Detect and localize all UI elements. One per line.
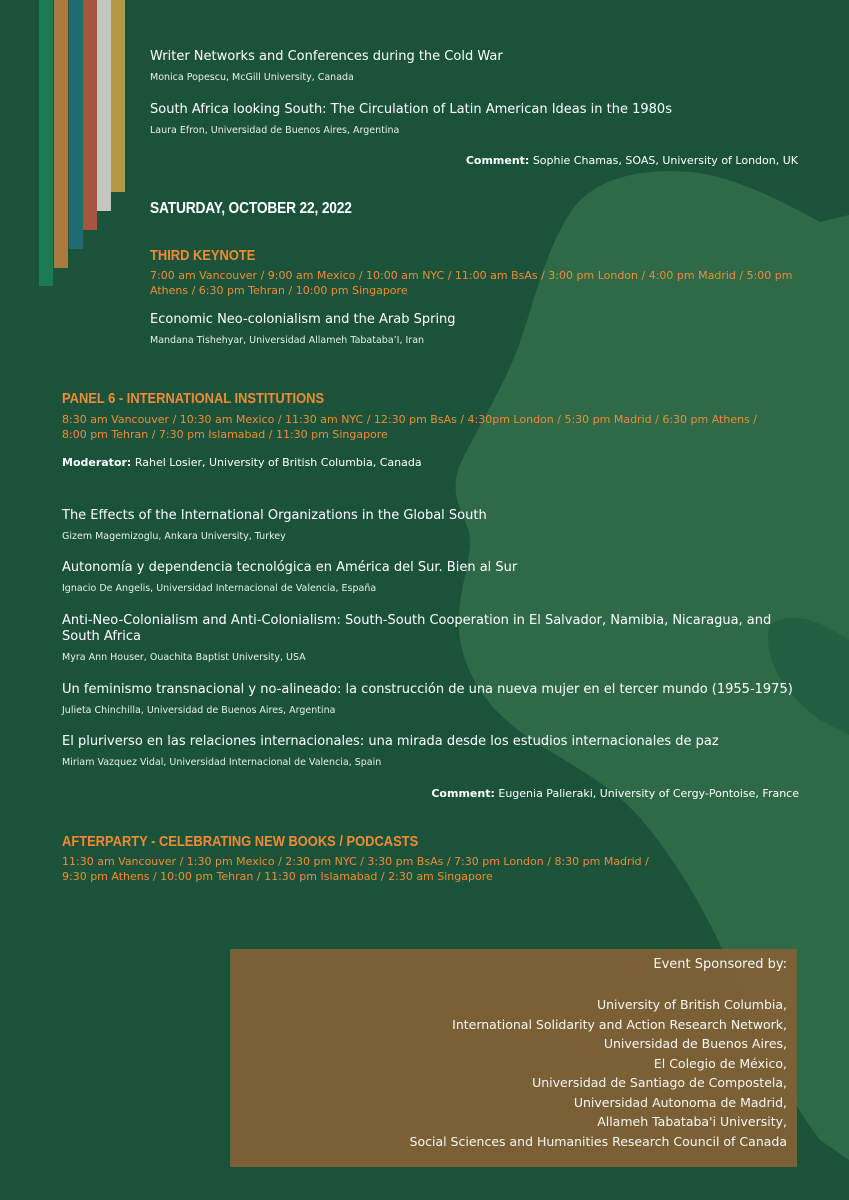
- talk-author: Mandana Tishehyar, Universidad Allameh Tabataba’I, Iran: [150, 335, 425, 346]
- comment-name: Sophie Chamas, SOAS, University of London, UK: [529, 154, 798, 167]
- sponsor-item: University of British Columbia,: [596, 997, 787, 1012]
- keynote-heading: THIRD KEYNOTE: [150, 247, 256, 264]
- stripe-ochre: [54, 0, 68, 268]
- sponsor-box: [230, 949, 797, 1167]
- keynote-times: 7:00 am Vancouver / 9:00 am Mexico / 10:00 am NYC / 11:00 am BsAs / 3:00 pm London / 4:00 pm Madrid / 5:00 pm Athens / 6:30 pm Tehran / 10:00 pm Singapore: [150, 269, 793, 297]
- sponsor-heading: Event Sponsored by:: [653, 957, 787, 972]
- date-heading: SATURDAY, OCTOBER 22, 2022: [150, 200, 352, 217]
- sponsor-item: Universidad de Buenos Aires,: [603, 1036, 787, 1051]
- talk-title: Economic Neo-colonialism and the Arab Spring: [150, 312, 456, 327]
- sponsor-item: International Solidarity and Action Research Network,: [452, 1016, 787, 1032]
- panel-times: [62, 412, 757, 442]
- afterparty-times-line: 9:30 pm Athens / 10:00 pm Tehran / 11:30 pm Islamabad / 2:30 am Singapore: [62, 870, 493, 883]
- talk-title: El pluriverso en las relaciones internacionales: una mirada desde los estudios internacionales de paz: [62, 734, 719, 749]
- talk-author: Ignacio De Angelis, Universidad Internacional de Valencia, España: [62, 583, 377, 594]
- talk-title: South Africa looking South: The Circulation of Latin American Ideas in the 1980s: [150, 102, 672, 117]
- talk-item: [150, 102, 672, 137]
- sponsor-item: Universidad de Santiago de Compostela,: [532, 1075, 787, 1090]
- session-comment: [466, 154, 798, 168]
- panel-comment: [431, 787, 799, 801]
- stripe-gold: [111, 0, 125, 192]
- talk-item: [62, 682, 793, 717]
- sponsor-item: Allameh Tabataba'i University,: [597, 1114, 787, 1129]
- panel-times-line: 8:30 am Vancouver / 10:30 am Mexico / 11:30 am NYC / 12:30 pm BsAs / 4:30pm London / 5:30 pm Madrid / 6:30 pm Athens /: [62, 413, 758, 426]
- afterparty-times-line: 11:30 am Vancouver / 1:30 pm Mexico / 2:30 pm NYC / 3:30 pm BsAs / 7:30 pm London / 8:30 pm Madrid /: [62, 855, 649, 868]
- stripe-teal: [69, 0, 83, 249]
- panel-times-line: 8:00 pm Tehran / 7:30 pm Islamabad / 11:30 pm Singapore: [62, 428, 388, 441]
- talk-title: The Effects of the International Organizations in the Global South: [62, 508, 487, 523]
- afterparty-heading: AFTERPARTY - CELEBRATING NEW BOOKS / PODCASTS: [62, 833, 419, 850]
- stripe-grey: [97, 0, 111, 211]
- sponsor-item: Universidad Autonoma de Madrid,: [573, 1094, 787, 1110]
- moderator-name: Rahel Losier, University of British Columbia, Canada: [131, 456, 422, 469]
- talk-item: [62, 560, 517, 595]
- stripe-rust: [83, 0, 97, 230]
- sponsor-item: Social Sciences and Humanities Research Council of Canada: [409, 1133, 787, 1149]
- comment-label: Comment:: [465, 154, 530, 167]
- panel-moderator: [62, 456, 422, 470]
- sponsor-list: [410, 995, 787, 1151]
- talk-title: Anti-Neo-Colonialism and Anti-Colonialism: South-South Cooperation in El Salvador, Namibia, Nicaragua, and: [62, 613, 772, 628]
- talk-author: Miriam Vazquez Vidal, Universidad Internacional de Valencia, Spain: [62, 757, 382, 768]
- stripe-green: [39, 0, 53, 286]
- talk-author: Gizem Magemizoglu, Ankara University, Turkey: [62, 531, 286, 542]
- talk-item: [62, 508, 487, 543]
- talk-title: Writer Networks and Conferences during the Cold War: [150, 49, 503, 64]
- talk-item: [150, 49, 503, 84]
- talk-author: Myra Ann Houser, Ouachita Baptist University, USA: [62, 652, 306, 663]
- talk-author: Julieta Chinchilla, Universidad de Buenos Aires, Argentina: [62, 705, 336, 716]
- comment-name: Eugenia Palieraki, University of Cergy-Pontoise, France: [494, 787, 799, 800]
- talk-author: Laura Efron, Universidad de Buenos Aires, Argentina: [150, 125, 400, 136]
- talk-author: Monica Popescu, McGill University, Canada: [150, 72, 354, 83]
- afterparty-times: [62, 854, 649, 884]
- talk-item: [150, 312, 456, 347]
- comment-label: Comment:: [431, 787, 495, 800]
- panel-heading: PANEL 6 - INTERNATIONAL INSTITUTIONS: [62, 390, 325, 407]
- talk-title: Un feminismo transnacional y no-alineado: la construcción de una nueva mujer en el tercer mundo (1955-1975): [62, 682, 793, 697]
- moderator-label: Moderator:: [62, 456, 132, 469]
- talk-title: Autonomía y dependencia tecnológica en América del Sur. Bien al Sur: [62, 560, 518, 575]
- sponsor-item: El Colegio de México,: [653, 1055, 787, 1071]
- talk-title-continued: South Africa: [62, 629, 141, 644]
- talk-item: [62, 734, 719, 769]
- talk-item: [62, 613, 771, 664]
